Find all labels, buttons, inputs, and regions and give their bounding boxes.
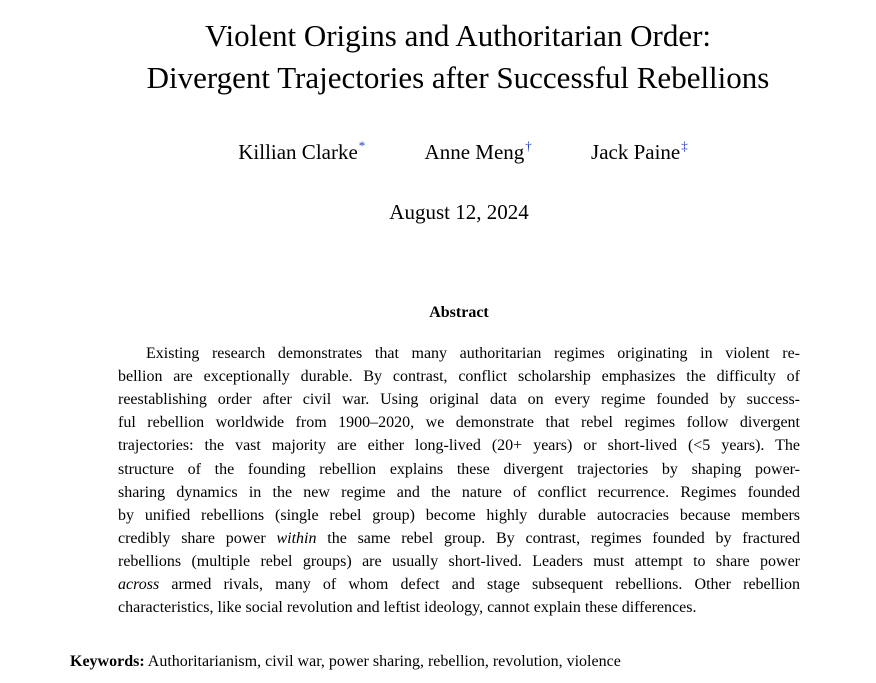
paper-title-line-2: Divergent Trajectories after Successful Rebellions bbox=[146, 60, 770, 95]
abstract-line bbox=[118, 574, 800, 596]
abstract-line bbox=[118, 366, 800, 388]
abstract-text: by unified rebellions (single rebel group) become highly durable autocracies because members bbox=[118, 506, 800, 524]
author-footnote-mark[interactable]: * bbox=[358, 138, 366, 153]
author-name: Anne Meng bbox=[424, 140, 525, 164]
abstract-line bbox=[118, 412, 800, 434]
keywords-text: Authoritarianism, civil war, power sharing, rebellion, revolution, violence bbox=[147, 653, 621, 670]
abstract-text: rebellions (multiple rebel groups) are usually short-lived. Leaders must attempt to share power bbox=[118, 552, 800, 570]
abstract-text: credibly share power bbox=[118, 529, 277, 547]
keywords bbox=[70, 651, 621, 673]
author-footnote-mark[interactable]: ‡ bbox=[681, 138, 688, 153]
abstract-text: trajectories: the vast majority are either long-lived (20+ years) or short-lived (<5 years). The bbox=[118, 437, 800, 455]
abstract-text: Existing research demonstrates that many authoritarian regimes originating in violent re- bbox=[146, 345, 800, 362]
author bbox=[425, 138, 532, 166]
paper-title-line-1: Violent Origins and Authoritarian Order: bbox=[204, 18, 712, 53]
author-footnote-mark[interactable]: † bbox=[525, 138, 532, 153]
abstract-text: ful rebellion worldwide from 1900–2020, we demonstrate that rebel regimes follow divergent bbox=[118, 414, 800, 432]
author bbox=[591, 138, 688, 166]
abstract-text: characteristics, like social revolution and leftist ideology, cannot explain these differences. bbox=[118, 599, 697, 617]
publication-date: August 12, 2024 bbox=[389, 200, 529, 224]
abstract-line bbox=[118, 551, 800, 573]
abstract-emphasis: within bbox=[276, 529, 317, 547]
abstract-line bbox=[118, 528, 800, 550]
author-name: Killian Clarke bbox=[238, 140, 358, 164]
author-list bbox=[0, 138, 876, 166]
abstract-line bbox=[118, 597, 800, 619]
abstract-line bbox=[118, 389, 800, 411]
abstract-line bbox=[146, 343, 800, 365]
abstract-line bbox=[118, 459, 800, 481]
abstract-text: bellion are exceptionally durable. By contrast, conflict scholarship emphasizes the difficulty of bbox=[118, 368, 800, 386]
abstract-text: sharing dynamics in the new regime and the nature of conflict recurrence. Regimes founded bbox=[118, 483, 800, 501]
abstract-emphasis: across bbox=[118, 576, 160, 593]
abstract-text: the same rebel group. By contrast, regimes founded by fractured bbox=[316, 529, 800, 547]
abstract-line bbox=[118, 505, 800, 527]
keywords-label: Keywords: bbox=[70, 653, 145, 670]
abstract-text: structure of the founding rebellion explains these divergent trajectories by shaping power- bbox=[118, 460, 800, 478]
abstract-heading: Abstract bbox=[429, 304, 489, 321]
abstract-line bbox=[118, 435, 800, 457]
author-name: Jack Paine bbox=[591, 140, 681, 164]
abstract-line bbox=[118, 482, 800, 504]
abstract-text: reestablishing order after civil war. Using original data on every regime founded by success- bbox=[118, 391, 800, 409]
author bbox=[238, 138, 365, 166]
abstract-text: armed rivals, many of whom defect and stage subsequent rebellions. Other rebellion bbox=[159, 576, 800, 593]
